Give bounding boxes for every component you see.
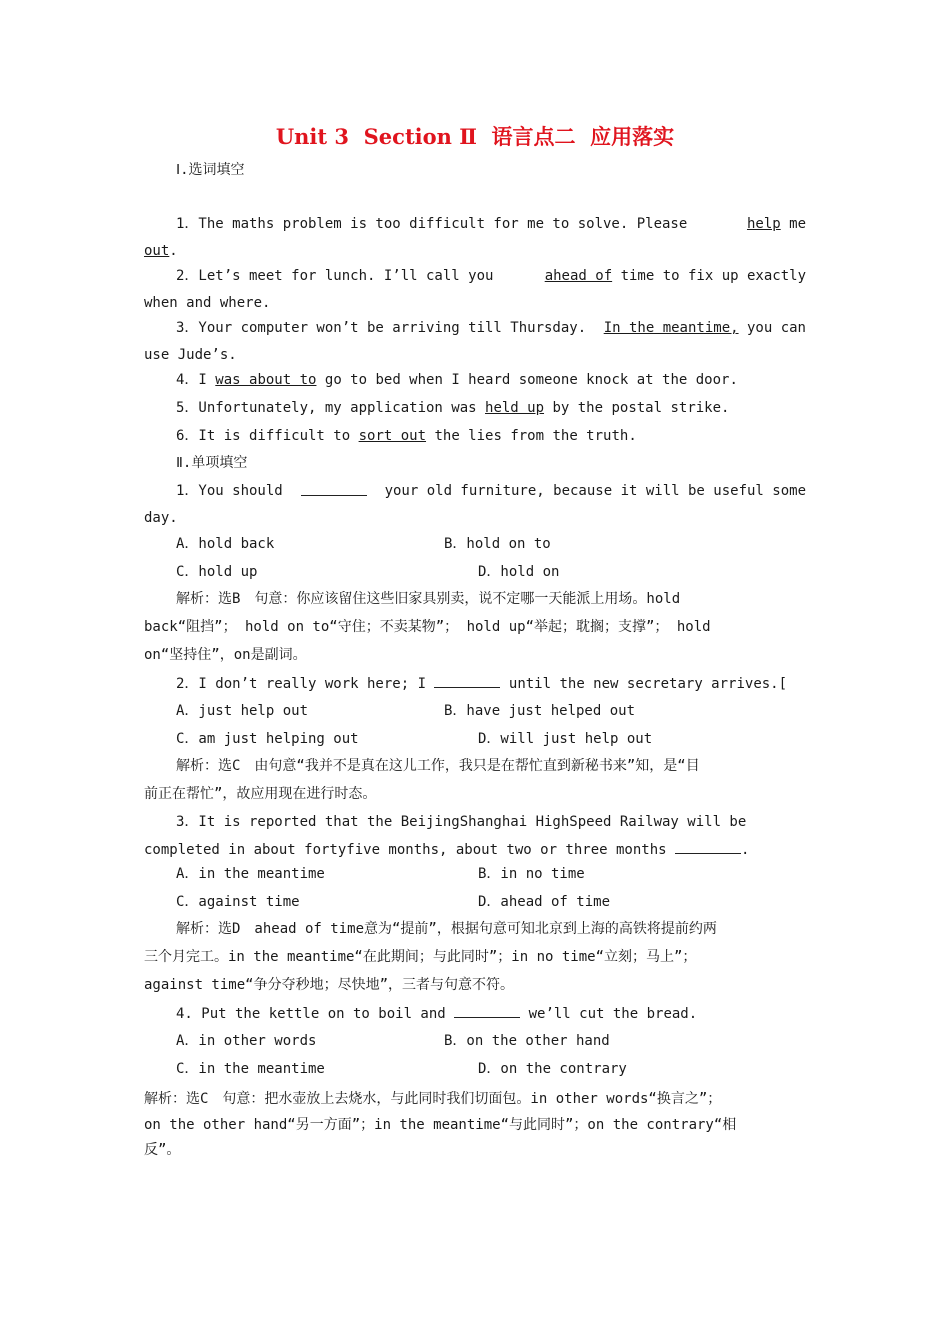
p2-q2-explanation-2: 前正在帮忙”，故应用现在进行时态。 — [144, 786, 377, 802]
p1-q2-line1 — [176, 265, 806, 287]
p2-q3-option-a: A．in the meantime — [176, 866, 325, 882]
p2-q4-explanation-2: on the other hand“另一方面”；in the meantime“与此同时”；on the contrary“相 — [144, 1117, 737, 1133]
p2-q4-explanation-3: 反”。 — [144, 1142, 181, 1158]
p2-q3-explanation-2: 三个月完工。in the meantime“在此期间；与此同时”；in no time“立刻；马上”； — [144, 949, 697, 965]
p2-q3-line1: 3．It is reported that the BeijingShanghai HighSpeed Railway will be — [176, 814, 747, 830]
p2-q3-explanation-1: 解析：选D ahead of time意为“提前”，根据句意可知北京到上海的高铁将提前约两 — [176, 921, 717, 937]
p1-q5-text2: by the postal strike. — [552, 400, 730, 416]
p2-q1-option-d: D．hold on — [478, 564, 560, 580]
p1-q2-answer: ahead of — [544, 268, 613, 284]
p1-q3-text2: you can — [746, 320, 806, 336]
p1-q6 — [176, 425, 637, 447]
p1-q4-answer: was about to — [215, 372, 317, 388]
p2-q2-option-b: B．have just helped out — [444, 703, 636, 719]
p2-q3-text: completed in about fortyfive months, about two or three months — [144, 842, 667, 858]
p2-q2-text: 2．I don’t really work here; I — [176, 676, 427, 692]
p1-q1-text2: me — [789, 216, 806, 232]
p2-q2-explanation-1: 解析：选C 由句意“我并不是真在这儿工作，我只是在帮忙直到新秘书来”知，是“目 — [176, 758, 700, 774]
p2-q2-option-d: D．will just help out — [478, 731, 653, 747]
part2-heading: Ⅱ.单项填空 — [176, 455, 248, 471]
p1-q2-text2: time to fix up exactly — [620, 268, 806, 284]
p1-q3-text: 3．Your computer won’t be arriving till Thursday. — [176, 320, 587, 336]
p1-q1-line2 — [144, 240, 178, 262]
p1-q5-answer: held up — [485, 400, 545, 416]
p1-q1-period: . — [169, 243, 178, 259]
p2-q3-line2 — [144, 838, 749, 861]
p2-q3-option-c: C．against time — [176, 894, 300, 910]
p2-q4-option-b: B．on the other hand — [444, 1033, 610, 1049]
p2-q4-line1 — [176, 1002, 697, 1025]
p1-q4-text2: go to bed when I heard someone knock at the door. — [324, 372, 738, 388]
p1-q4-text: 4．I — [176, 372, 207, 388]
p1-q3-answer: In the meantime, — [603, 320, 739, 336]
p2-q1-explanation-1: 解析：选B 句意：你应该留住这些旧家具别卖，说不定哪一天能派上用场。hold — [176, 591, 681, 607]
p2-q4-text: 4. Put the kettle on to boil and — [176, 1006, 446, 1022]
answer-blank — [301, 480, 367, 496]
p2-q2-line1 — [176, 672, 787, 695]
p1-q3-line2: use Jude’s. — [144, 347, 237, 363]
p2-q4-explanation-1: 解析：选C 句意：把水壶放上去烧水，与此同时我们切面包。in other words“换言之”； — [144, 1091, 722, 1107]
p1-q2-text: 2．Let’s meet for lunch. I’ll call you — [176, 268, 494, 284]
p1-q3-line1 — [176, 317, 806, 339]
page-title: Unit 3 Section Ⅱ 语言点二 应用落实 — [275, 124, 675, 149]
p1-q1-answer2: out — [144, 243, 170, 259]
p2-q1-option-b: B．hold on to — [444, 536, 551, 552]
p1-q5-text: 5．Unfortunately, my application was — [176, 400, 477, 416]
p2-q1-line2: day. — [144, 510, 178, 526]
p1-q1-line1 — [176, 213, 806, 235]
p2-q3-explanation-3: against time“争分夺秒地；尽快地”，三者与句意不符。 — [144, 977, 515, 993]
p2-q1-explanation-3: on“坚持住”，on是副词。 — [144, 647, 307, 663]
p2-q2-option-c: C．am just helping out — [176, 731, 359, 747]
p2-q1-option-a: A．hold back — [176, 536, 275, 552]
part1-heading: Ⅰ.选词填空 — [176, 162, 245, 178]
p1-q4 — [176, 369, 738, 391]
answer-blank — [675, 838, 741, 854]
p2-q3-option-b: B．in no time — [478, 866, 585, 882]
p2-q2-option-a: A．just help out — [176, 703, 309, 719]
p2-q1-option-c: C．hold up — [176, 564, 258, 580]
p2-q1-explanation-2: back“阻挡”； hold on to“守住；不卖某物”； hold up“举起；耽搁；支撑”； hold — [144, 619, 711, 635]
p1-q6-answer: sort out — [358, 428, 427, 444]
p2-q1-text: 1．You should — [176, 483, 283, 499]
p2-q4-option-a: A．in other words — [176, 1033, 317, 1049]
p1-q6-text2: the lies from the truth. — [434, 428, 637, 444]
answer-blank — [434, 672, 500, 688]
p2-q1-text2: your old furniture, because it will be useful some — [384, 483, 806, 499]
p1-q5 — [176, 397, 729, 419]
p2-q3-period: . — [741, 842, 750, 858]
p2-q4-text2: we’ll cut the bread. — [528, 1006, 698, 1022]
p2-q3-option-d: D．ahead of time — [478, 894, 611, 910]
p2-q4-option-d: D．on the contrary — [478, 1061, 627, 1077]
answer-blank — [454, 1002, 520, 1018]
p2-q4-option-c: C．in the meantime — [176, 1061, 325, 1077]
p1-q1-text: 1．The maths problem is too difficult for me to solve. Please — [176, 216, 688, 232]
p2-q1-line1 — [176, 480, 806, 502]
p1-q6-text: 6．It is difficult to — [176, 428, 351, 444]
p2-q2-text2: until the new secretary arrives.[ — [508, 676, 788, 692]
p1-q2-line2: when and where. — [144, 295, 271, 311]
p1-q1-answer1: help — [746, 216, 781, 232]
